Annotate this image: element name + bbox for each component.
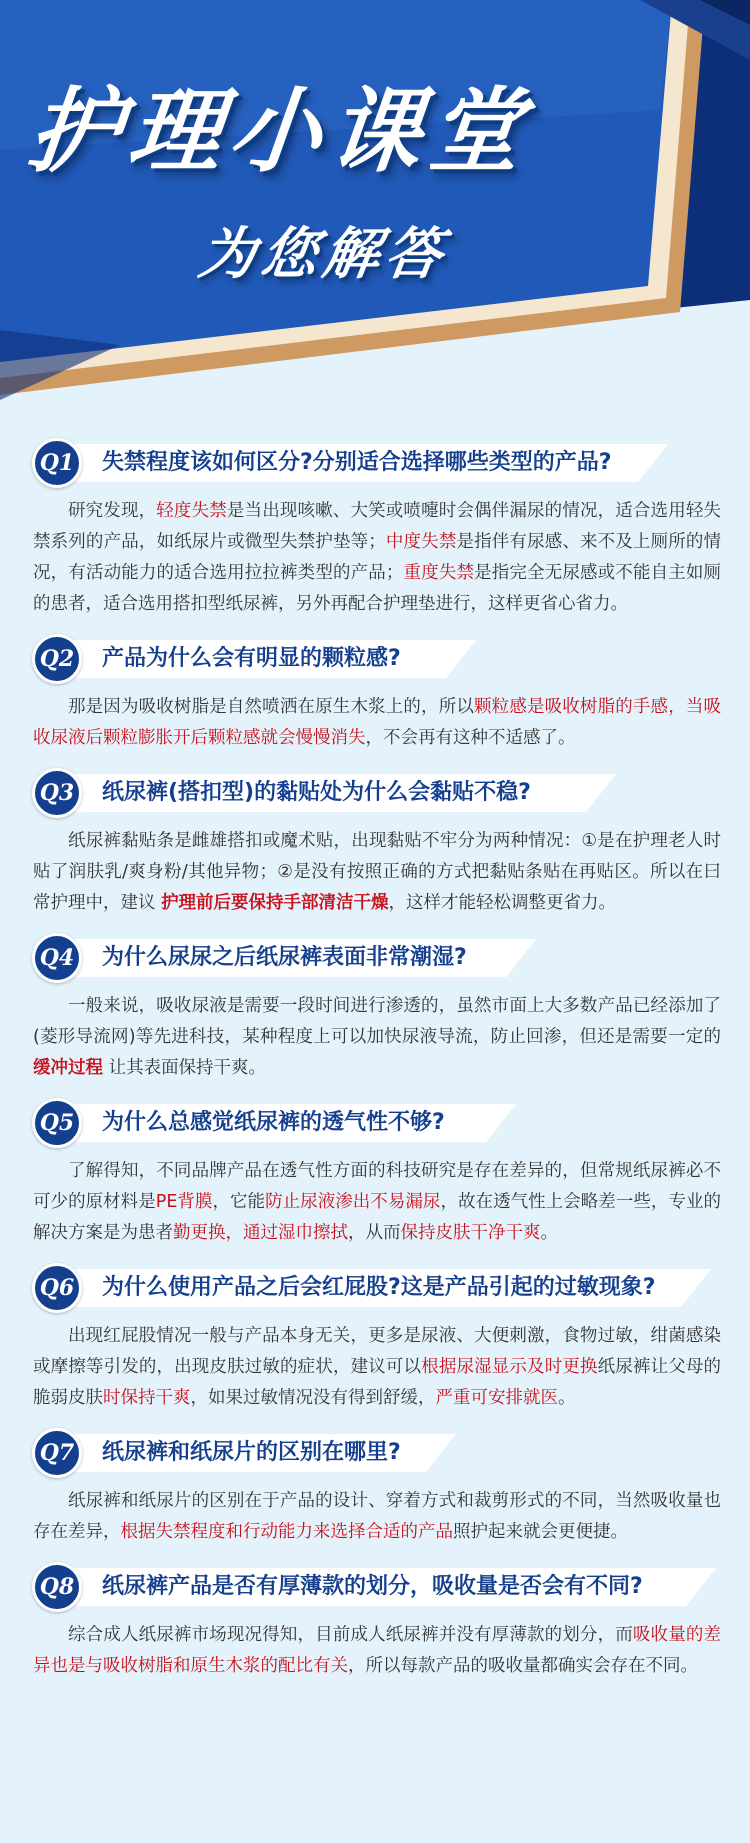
answer-text: 综合成人纸尿裤市场现况得知，目前成人纸尿裤并没有厚薄款的划分，而 [68,1625,633,1645]
highlight-text: 保持皮肤干净干爽 [400,1223,541,1243]
highlight-text: 勤更换，通过湿巾擦拭 [173,1223,348,1243]
highlight-text: 吸收量的差异也是与吸收树脂和原生木浆的配比有关 [33,1625,722,1676]
question-row [32,1562,750,1612]
question-number-badge: Q4 [32,933,82,983]
qa-item [0,1098,750,1249]
qa-item [0,933,750,1084]
question-row [32,1098,750,1148]
question-number-badge: Q8 [32,1562,82,1612]
qa-item [0,634,750,754]
question-number-badge: Q6 [32,1263,82,1313]
answer-text: 是当出现咳嗽、大笑或喷嚏时会偶伴漏尿的情况，适合选用轻失禁系列的产品，如纸尿片或微型失禁护垫等； [33,501,722,552]
question-number-badge: Q5 [32,1098,82,1148]
answer-text: ，所以每款产品的吸收量都确实会存在不同。 [348,1656,698,1676]
answer-text: ，这样才能轻松调整更省力。 [388,893,617,913]
highlight-text: 颗粒感是吸收树脂的手感，当吸收尿液后颗粒膨胀开后颗粒感就会慢慢消失 [33,697,722,748]
question-row [32,634,750,684]
question-row [32,1428,750,1478]
answer-text: 一般来说，吸收尿液是需要一段时间进行渗透的，虽然市面上大多数产品已经添加了(菱形导流网)等先进科技，某种程度上可以加快尿液导流，防止回渗，但还是需要一定的 [33,996,721,1047]
answer-text: 让其表面保持干爽。 [103,1058,267,1078]
highlight-text: 缓冲过程 [33,1058,103,1078]
answer-text: ，故在透气性上会略差一些，专业的解决方案是为患者 [33,1192,722,1243]
answer-paragraph [33,1156,721,1249]
answer-text: 出现红屁股情况一般与产品本身无关，更多是尿液、大便刺激，食物过敏，绀菌感染或摩擦等引发的，出现皮肤过敏的症状，建议可以 [33,1326,721,1377]
answer-text: 。 [540,1223,558,1243]
answer-text: ，它能 [212,1192,266,1212]
highlight-text: 时保持干爽 [103,1388,191,1408]
question-number-badge: Q7 [32,1428,82,1478]
highlight-text: 根据失禁程度和行动能力来选择合适的产品 [120,1522,453,1542]
answer-text: 是指完全无尿感或不能自主如厕的患者，适合选用搭扣型纸尿裤，另外再配合护理垫进行，这样更省心省力。 [33,563,722,614]
page-subtitle: 为您解答 [194,222,452,287]
question-text: 产品为什么会有明显的颗粒感? [102,646,401,671]
question-row [32,768,750,818]
answer-text: ，如果过敏情况没有得到舒缓， [190,1388,436,1408]
answer-text: 照护起来就会更便捷。 [453,1522,628,1542]
answer-paragraph [33,1620,721,1682]
answer-text: 纸尿裤黏贴条是雌雄搭扣或魔术贴，出现黏贴不牢分为两种情况：①是在护理老人时贴了润肤乳/爽身粉/其他异物；②是没有按照正确的方式把黏贴条贴在再贴区。所以在曰常护理中，建议 [33,831,721,913]
answer-text: 。 [558,1388,576,1408]
question-text: 纸尿裤和纸尿片的区别在哪里? [102,1440,401,1465]
question-text: 为什么使用产品之后会红屁股?这是产品引起的过敏现象? [102,1275,656,1300]
highlight-text: 重度失禁 [403,563,475,583]
answer-paragraph [33,692,721,754]
answer-text: 是指伴有尿感、来不及上厕所的情况，有活动能力的适合选用拉拉裤类型的产品； [33,532,722,583]
answer-paragraph [33,496,721,620]
highlight-text: 护理前后要保持手部清洁干燥 [161,893,389,913]
question-number-badge: Q3 [32,768,82,818]
qa-item [0,1562,750,1682]
answer-text: 研究发现， [68,501,157,521]
question-row [32,1263,750,1313]
answer-text: ，从而 [348,1223,401,1243]
highlight-text: 根据尿湿显示及时更换 [421,1357,598,1377]
question-text: 失禁程度该如何区分?分别适合选择哪些类型的产品? [102,450,612,475]
question-text: 纸尿裤(搭扣型)的黏贴处为什么会黏贴不稳? [102,780,531,805]
answer-paragraph [33,1321,721,1414]
qa-list [0,438,750,1696]
page-title: 护理小课堂 [23,78,535,185]
question-row [32,933,750,983]
question-text: 为什么总感觉纸尿裤的透气性不够? [102,1110,445,1135]
answer-text: 那是因为吸收树脂是自然喷洒在原生木浆上的，所以 [68,697,475,717]
qa-item [0,1428,750,1548]
answer-text: 纸尿裤让父母的脆弱皮肤 [33,1357,722,1408]
highlight-text: PE背膜 [155,1192,213,1212]
answer-paragraph [33,1486,721,1548]
qa-item [0,438,750,620]
question-number-badge: Q1 [32,438,82,488]
answer-paragraph [33,826,721,919]
answer-paragraph [33,991,721,1084]
highlight-text: 轻度失禁 [156,501,227,521]
question-text: 为什么尿尿之后纸尿裤表面非常潮湿? [102,945,467,970]
highlight-text: 严重可安排就医 [435,1388,558,1408]
answer-text: 了解得知，不同品牌产品在透气性方面的科技研究是存在差异的，但常规纸尿裤必不可少的原材料是 [33,1161,721,1212]
highlight-text: 中度失禁 [385,532,457,552]
question-number-badge: Q2 [32,634,82,684]
question-row [32,438,750,488]
answer-text: ，不会再有这种不适感了。 [365,728,576,748]
answer-text: 纸尿裤和纸尿片的区别在于产品的设计、穿着方式和裁剪形式的不同，当然吸收量也存在差异， [33,1491,721,1542]
qa-item [0,1263,750,1414]
qa-item [0,768,750,919]
highlight-text: 防止尿液渗出不易漏尿 [265,1192,441,1212]
header-banner [0,0,750,420]
question-text: 纸尿裤产品是否有厚薄款的划分，吸收量是否会有不同? [102,1574,643,1599]
